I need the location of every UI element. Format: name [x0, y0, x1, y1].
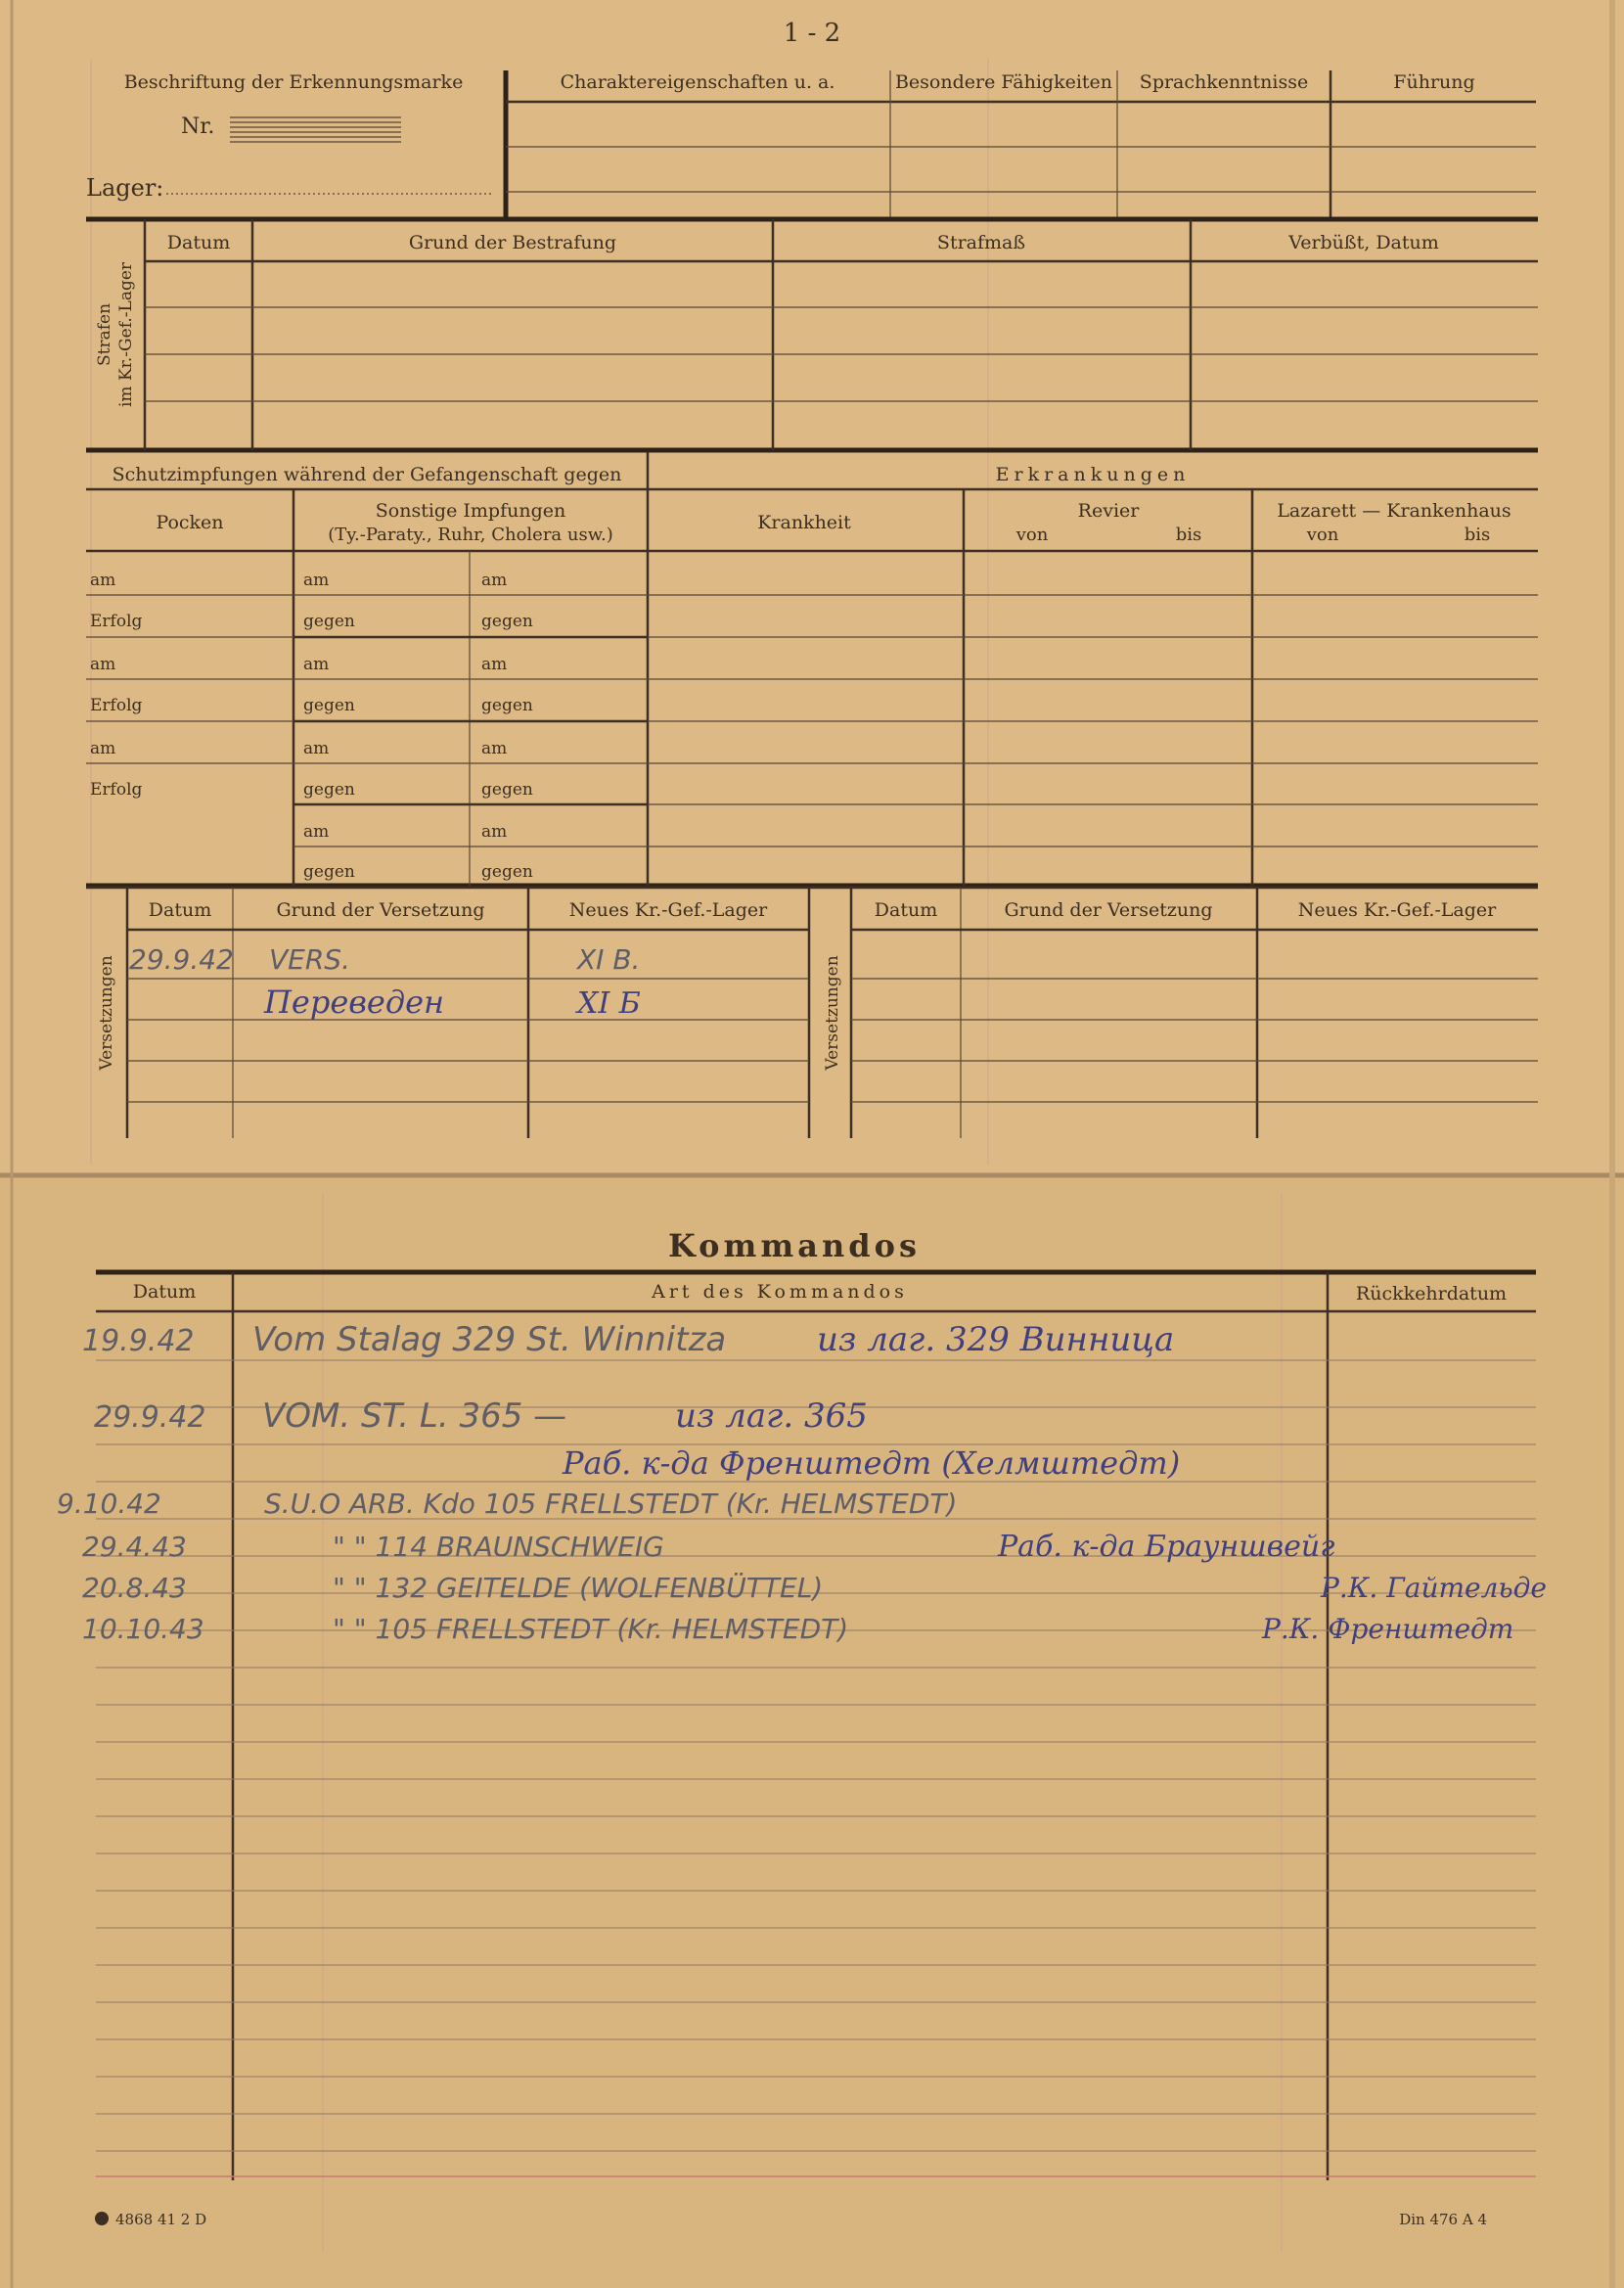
vers-entry-1-grund: VERS. [269, 943, 350, 976]
col-charakter: Charaktereigenschaften u. a. [560, 71, 835, 93]
vers-col-datum-left: Datum [148, 899, 212, 921]
sonstige-gegen-3a: gegen [303, 780, 355, 800]
sonstige-gegen-1a: gegen [303, 612, 355, 631]
kdo-entry-2-ink: из лаг. 365 [675, 1396, 868, 1436]
col-sprachkenntnisse: Sprachkenntnisse [1139, 71, 1309, 93]
sonstige-am-1b: am [481, 571, 508, 590]
sonstige-am-2a: am [303, 655, 330, 674]
erkrankungen-lazarett: Lazarett — Krankenhaus [1277, 500, 1511, 522]
sonstige-am-3a: am [303, 739, 330, 758]
footer-print-code: 4868 41 2 D [115, 2211, 207, 2228]
kdo-entry-7-datum: 10.10.43 [82, 1613, 204, 1645]
kdo-entry-7-ink: Р.К. Френштедт [1262, 1613, 1514, 1645]
nr-label: Nr. [181, 114, 215, 139]
kdo-entry-4-art: S.U.O ARB. Kdo 105 FRELLSTEDT (Kr. HELMSTEDT) [264, 1487, 958, 1520]
sonstige-am-1a: am [303, 571, 330, 590]
vers-col-grund-left: Grund der Versetzung [276, 899, 485, 921]
kdo-entry-2-art: VOM. ST. L. 365 — [262, 1396, 567, 1436]
sonstige-gegen-4b: gegen [481, 862, 533, 882]
vers-entry-2-lager: XI Б [577, 986, 641, 1021]
lazarett-von: von [1306, 525, 1339, 545]
vers-entry-2-grund: Переведен [264, 984, 445, 1021]
kdo-entry-6-ink: Р.К. Гайтельде [1321, 1572, 1547, 1604]
strafen-col-strafmass: Strafmaß [936, 232, 1026, 253]
strafen-col-verbuesst: Verbüßt, Datum [1288, 232, 1439, 253]
kdo-entry-3-ink: Раб. к-да Френштедт (Хелмштедт) [563, 1444, 1181, 1482]
strafen-col-grund: Grund der Bestrafung [408, 232, 617, 253]
erkrankungen-title: Erkrankungen [995, 464, 1191, 485]
lower-half [0, 1177, 1624, 2288]
impfungen-title: Schutzimpfungen während der Gefangenschaft gegen [112, 464, 622, 485]
kdo-entry-5-datum: 29.4.43 [82, 1531, 187, 1563]
sonstige-am-2b: am [481, 655, 508, 674]
sonstige-am-3b: am [481, 739, 508, 758]
lazarett-bis: bis [1464, 525, 1491, 545]
pocken-erfolg-2: Erfolg [90, 696, 143, 715]
pocken-erfolg-1: Erfolg [90, 612, 143, 631]
pocken-am-3: am [90, 739, 116, 758]
sonstige-gegen-2a: gegen [303, 696, 355, 715]
kdo-entry-6-art: " " 132 GEITELDE (WOLFENBÜTTEL) [333, 1572, 824, 1604]
vers-entry-1-lager: XI B. [577, 943, 641, 976]
kdo-entry-1-datum: 19.9.42 [82, 1324, 195, 1358]
strafen-col-datum: Datum [166, 232, 231, 253]
impfungen-sonstige-sub: (Ty.-Paraty., Ruhr, Cholera usw.) [328, 525, 613, 545]
sonstige-gegen-3b: gegen [481, 780, 533, 800]
kdo-entry-1-art: Vom Stalag 329 St. Winnitza [252, 1320, 727, 1359]
col-fuehrung: Führung [1393, 71, 1475, 93]
strafen-side-label-2: im Kr.-Gef.-Lager [116, 261, 136, 408]
revier-von: von [1015, 525, 1049, 545]
sonstige-gegen-1b: gegen [481, 612, 533, 631]
footer-din: Din 476 A 4 [1399, 2211, 1487, 2228]
kdo-entry-1-ink: из лаг. 329 Винница [817, 1320, 1175, 1359]
pocken-am-1: am [90, 571, 116, 590]
revier-bis: bis [1175, 525, 1202, 545]
vers-side-label-left: Versetzungen [97, 955, 116, 1071]
kdo-entry-5-art: " " 114 BRAUNSCHWEIG [333, 1531, 664, 1563]
vers-entry-1-datum: 29.9.42 [129, 943, 234, 976]
kdo-entry-2-datum: 29.9.42 [94, 1400, 206, 1435]
col-faehigkeiten: Besondere Fähigkeiten [894, 71, 1113, 93]
kommandos-title: Kommandos [668, 1227, 921, 1264]
pocken-erfolg-3: Erfolg [90, 780, 143, 800]
sonstige-gegen-2b: gegen [481, 696, 533, 715]
vers-col-lager-left: Neues Kr.-Gef.-Lager [568, 899, 768, 921]
kdo-entry-7-art: " " 105 FRELLSTEDT (Kr. HELMSTEDT) [333, 1613, 849, 1645]
kdo-entry-5-ink: Раб. к-да Брауншвейг [998, 1530, 1335, 1564]
erkrankungen-krankheit: Krankheit [757, 512, 851, 533]
pocken-am-2: am [90, 655, 116, 674]
page-mark: 1 - 2 [783, 19, 841, 48]
printer-mark-icon [95, 2212, 109, 2225]
sonstige-gegen-4a: gegen [303, 862, 355, 882]
vers-side-label-right: Versetzungen [823, 955, 842, 1071]
sonstige-am-4b: am [481, 822, 508, 842]
kommandos-col-rueckkehr: Rückkehrdatum [1355, 1283, 1508, 1304]
impfungen-sonstige: Sonstige Impfungen [375, 500, 566, 522]
lager-label: Lager: [86, 174, 164, 202]
kdo-entry-4-datum: 9.10.42 [57, 1487, 161, 1520]
vers-col-grund-right: Grund der Versetzung [1004, 899, 1213, 921]
vers-col-lager-right: Neues Kr.-Gef.-Lager [1297, 899, 1497, 921]
strafen-side-label-1: Strafen [95, 302, 114, 367]
kdo-entry-6-datum: 20.8.43 [82, 1572, 187, 1604]
erkrankungen-revier: Revier [1077, 500, 1140, 522]
vers-col-datum-right: Datum [874, 899, 938, 921]
impfungen-pocken: Pocken [156, 512, 224, 533]
kommandos-col-datum: Datum [132, 1281, 197, 1303]
sonstige-am-4a: am [303, 822, 330, 842]
kommandos-col-art: Art des Kommandos [652, 1281, 908, 1303]
erkennungsmarke-label: Beschriftung der Erkennungsmarke [123, 71, 464, 93]
